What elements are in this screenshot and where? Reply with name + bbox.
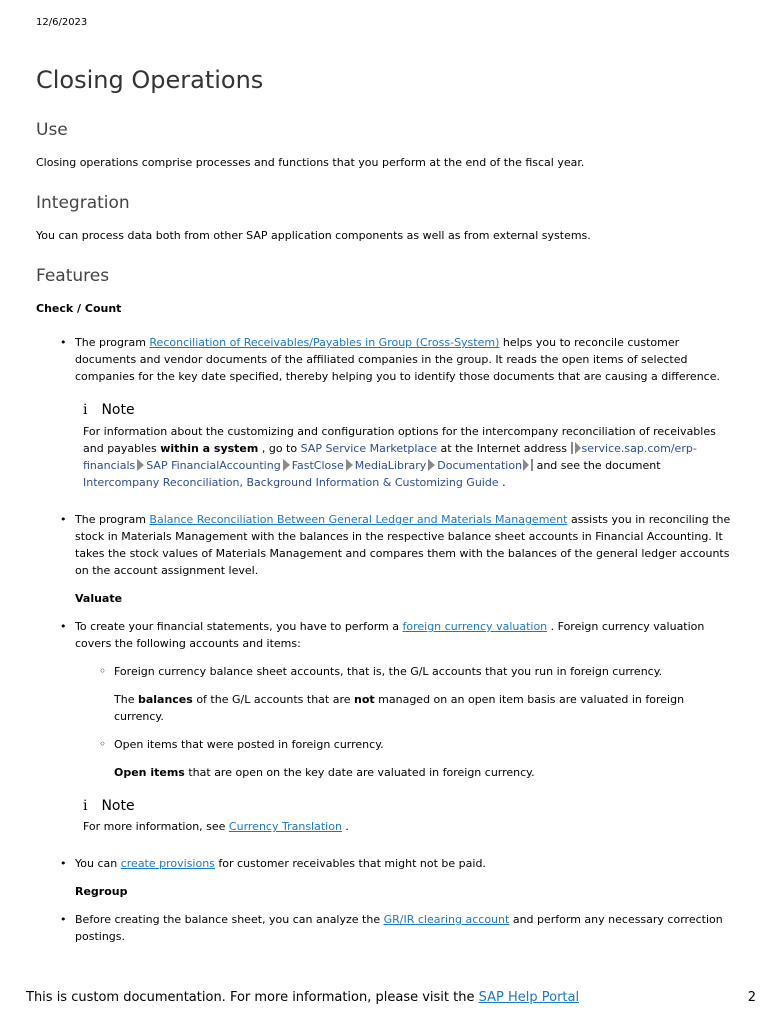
integration-text: You can process data both from other SAP application components as well as from external systems. xyxy=(36,229,591,242)
sublist-detail: Open items that are open on the key date are valuated in foreign currency. xyxy=(114,766,535,779)
list-item: • To create your financial statements, you have to perform a foreign currency valuation . Foreign currency valuation covers the following accounts and items: ◦ Foreign currency balance sheet accounts, that is, the G/L accounts that you run in foreign currency. The balances of the G/L accounts that are not managed on an open item basis are valuated in foreign currency. ◦ Open items that were posted in foreign currency. Open items that are open on the key date are valuated in foreign currency. xyxy=(36,618,736,781)
chevron-right-icon xyxy=(283,459,290,471)
use-text: Closing operations comprise processes and functions that you perform at the end of the fiscal year. xyxy=(36,156,585,169)
chevron-right-icon xyxy=(346,459,353,471)
chevron-right-icon xyxy=(137,459,144,471)
features-list-check xyxy=(36,334,736,385)
valuation-sublist xyxy=(75,663,736,781)
list-item: • The program Balance Reconciliation Between General Ledger and Materials Management assists you in reconciling the stock in Materials Management with the balances in the respective balance sheet accounts in Financial Accounting. It takes the stock values of Materials Management and compares them with the balances of the general ledger accounts on the account assignment level. xyxy=(36,511,736,579)
list-item: • Before creating the balance sheet, you can analyze the GR/IR clearing account and perform any necessary correction postings. xyxy=(36,911,736,945)
list-item: • You can create provisions for customer receivables that might not be paid. xyxy=(36,855,736,872)
print-date: 12/6/2023 xyxy=(36,17,88,28)
note-text: For information about the customizing and configuration options for the intercompany reconciliation of receivables and payables within a system , go to SAP Service Marketplace at the Internet address service.sap.com/erp-financials SAP FinancialAccounting FastClose MediaLibrary Documentation and see the document Intercompany Reconciliation, Background Information & Customizing Guide . xyxy=(83,425,716,489)
note-header: i Note xyxy=(83,798,135,814)
path-step: FastClose xyxy=(291,459,344,472)
link-currency-translation[interactable]: Currency Translation xyxy=(228,820,342,833)
sublist-item: ◦ Open items that were posted in foreign currency. Open items that are open on the key date are valuated in foreign currency. xyxy=(75,736,736,781)
link-create-provisions[interactable]: create provisions xyxy=(120,857,215,870)
path-start-icon xyxy=(571,442,581,454)
link-reconciliation-receivables-payables[interactable]: Reconciliation of Receivables/Payables in Group (Cross-System) xyxy=(149,336,500,349)
sap-service-marketplace-text: SAP Service Marketplace xyxy=(300,442,438,455)
path-step: Documentation xyxy=(437,459,523,472)
info-icon: i xyxy=(83,798,88,814)
page-title: Closing Operations xyxy=(36,66,264,94)
section-heading-use: Use xyxy=(36,120,68,140)
path-step: service.sap.com/erp-financials xyxy=(83,442,697,472)
features-list-valuate xyxy=(36,618,736,781)
path-end-icon xyxy=(523,459,533,471)
note-box-intercompany xyxy=(83,401,736,491)
path-step: SAP FinancialAccounting xyxy=(146,459,281,472)
list-item: • The program Reconciliation of Receivables/Payables in Group (Cross-System) helps you to reconcile customer documents and vendor documents of the affiliated companies in the group. It reads the open items of selected companies for the key date specified, thereby helping you to identify those documents that are causing a difference. xyxy=(36,334,736,385)
page-number: 2 xyxy=(747,990,756,1005)
subheading-valuate: Valuate xyxy=(75,592,123,605)
note-header: i Note xyxy=(83,402,135,418)
features-list-provisions xyxy=(36,855,736,872)
path-step: MediaLibrary xyxy=(354,459,427,472)
features-list-balance xyxy=(36,511,736,579)
section-heading-features: Features xyxy=(36,266,110,286)
note-text: For more information, see Currency Translation . xyxy=(83,820,349,833)
info-icon: i xyxy=(83,402,88,418)
document-reference: Intercompany Reconciliation, Background Information & Customizing Guide xyxy=(83,476,499,489)
footer-text: This is custom documentation. For more information, please visit the xyxy=(26,990,479,1005)
subheading-regroup: Regroup xyxy=(75,885,128,898)
link-foreign-currency-valuation[interactable]: foreign currency valuation xyxy=(402,620,548,633)
note-box-currency xyxy=(83,797,736,835)
link-gr-ir-clearing-account[interactable]: GR/IR clearing account xyxy=(383,913,510,926)
sublist-detail: The balances of the G/L accounts that are not managed on an open item basis are valuated in foreign currency. xyxy=(114,693,685,723)
sublist-item: ◦ Foreign currency balance sheet accounts, that is, the G/L accounts that you run in foreign currency. The balances of the G/L accounts that are not managed on an open item basis are valuated in foreign currency. xyxy=(75,663,736,725)
page-footer xyxy=(26,990,756,1005)
link-balance-reconciliation[interactable]: Balance Reconciliation Between General Ledger and Materials Management xyxy=(149,513,568,526)
section-heading-integration: Integration xyxy=(36,193,130,213)
subheading-check-count: Check / Count xyxy=(36,302,122,315)
document-body xyxy=(36,60,736,945)
link-sap-help-portal[interactable]: SAP Help Portal xyxy=(478,990,580,1005)
features-list-regroup xyxy=(36,911,736,945)
chevron-right-icon xyxy=(428,459,435,471)
